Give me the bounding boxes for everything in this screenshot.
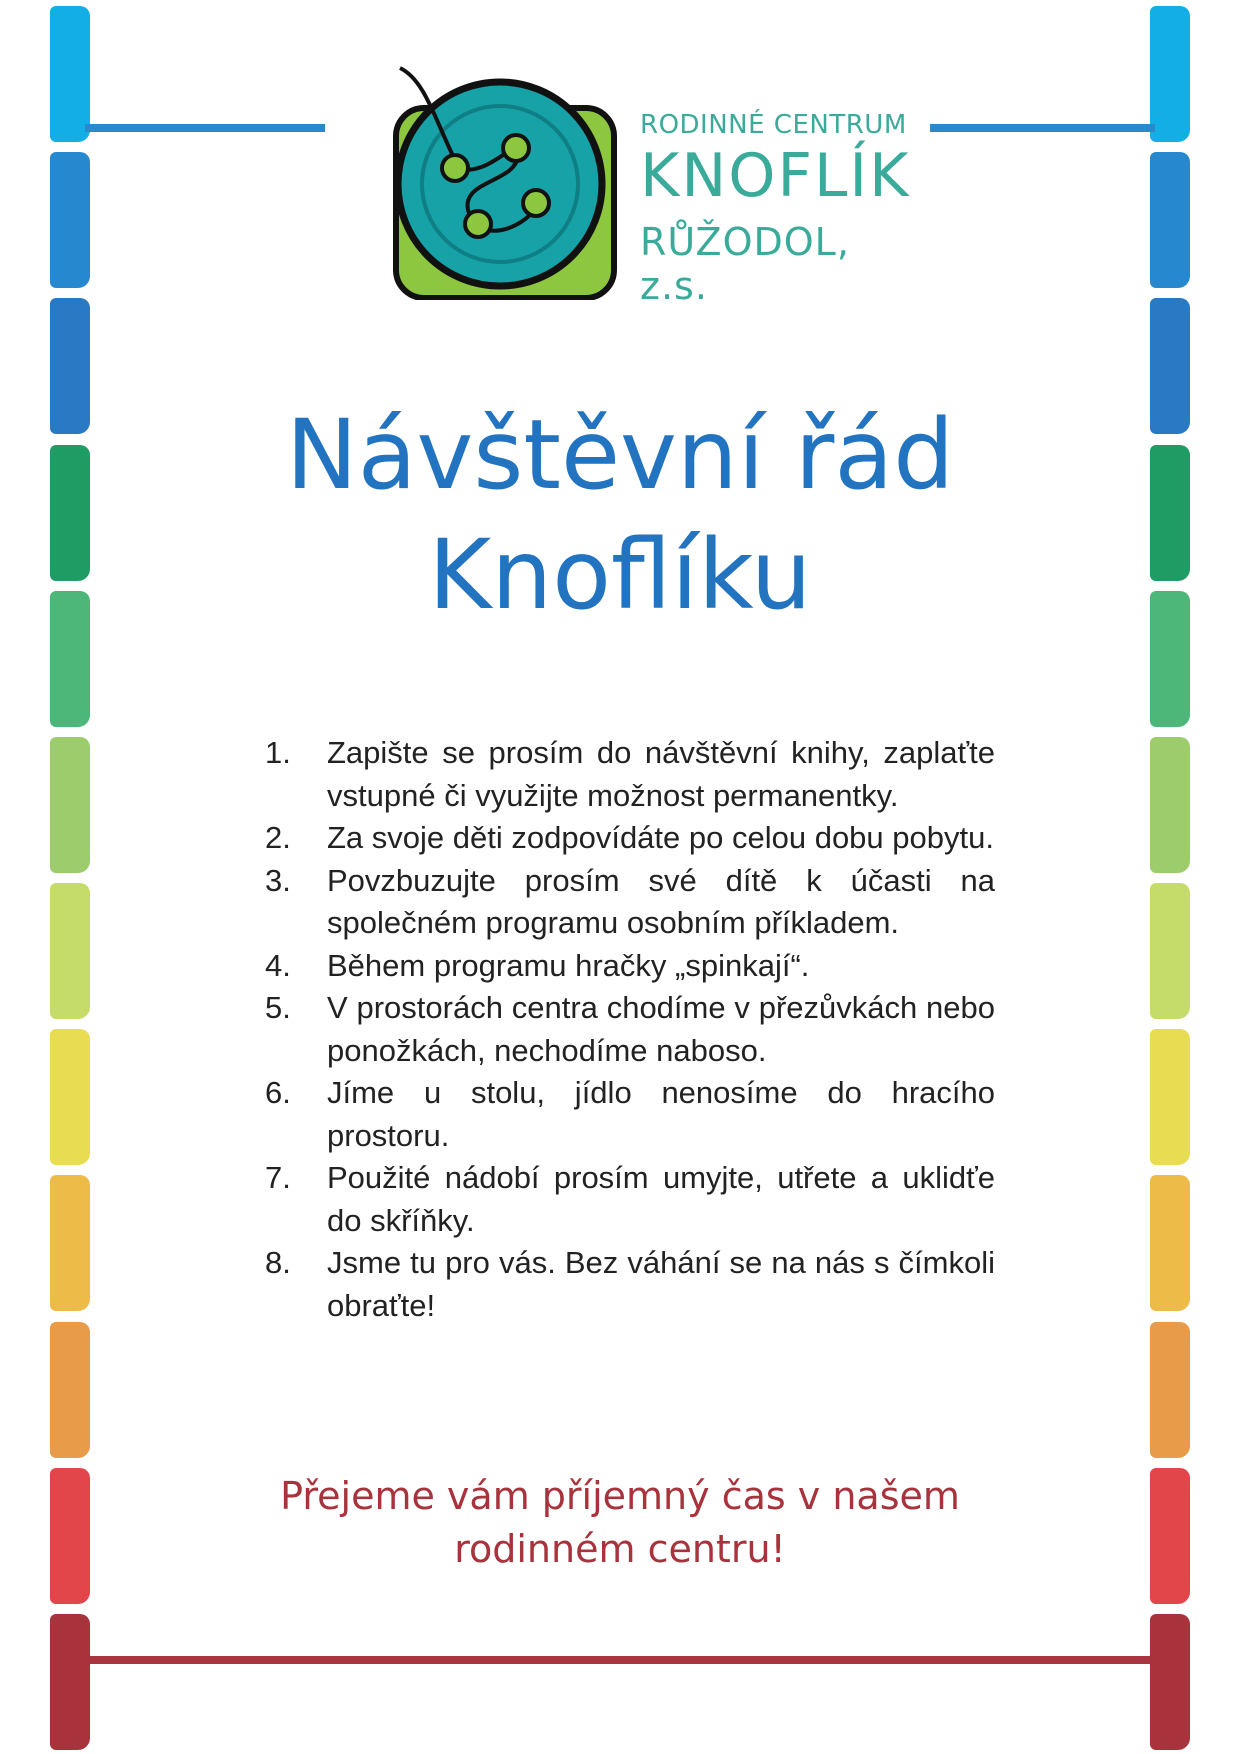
rule-item bbox=[265, 1072, 995, 1157]
border-stripe bbox=[1150, 445, 1190, 581]
rule-item bbox=[265, 1157, 995, 1242]
rule-text: Použité nádobí prosím umyjte, utřete a uklidťe do skříňky. bbox=[327, 1160, 995, 1238]
title-line-1: Návštěvní řád bbox=[285, 399, 955, 511]
closing-message bbox=[200, 1470, 1040, 1576]
border-stripe bbox=[50, 6, 90, 142]
border-stripe bbox=[50, 737, 90, 873]
border-stripe bbox=[50, 883, 90, 1019]
border-stripe bbox=[1150, 6, 1190, 142]
bottom-line bbox=[90, 1656, 1150, 1664]
rule-item bbox=[265, 817, 995, 860]
border-stripe bbox=[1150, 298, 1190, 434]
rule-item bbox=[265, 987, 995, 1072]
rule-number: 5. bbox=[265, 990, 291, 1025]
logo-line-3: RŮŽODOL, z.s. bbox=[640, 220, 850, 308]
rule-number: 3. bbox=[265, 862, 291, 898]
closing-line-2: rodinném centru! bbox=[454, 1527, 786, 1571]
rule-text: Zapište se prosím do návštěvní knihy, zaplaťte vstupné či využijte možnost permanentky. bbox=[327, 735, 995, 813]
right-color-border bbox=[1150, 0, 1190, 1754]
top-right-line bbox=[930, 124, 1155, 132]
rule-text: Jíme u stolu, jídlo nenosíme do hracího prostoru. bbox=[327, 1075, 995, 1153]
rule-item bbox=[265, 945, 995, 988]
rule-text: Jsme tu pro vás. Bez váhání se na nás s čímkoli obraťte! bbox=[327, 1245, 995, 1323]
border-stripe bbox=[1150, 152, 1190, 288]
rules-list bbox=[265, 732, 995, 1327]
border-stripe bbox=[1150, 1468, 1190, 1604]
border-stripe bbox=[1150, 883, 1190, 1019]
button-logo-icon bbox=[390, 60, 630, 300]
left-color-border bbox=[50, 0, 90, 1754]
rule-item bbox=[265, 1242, 995, 1327]
border-stripe bbox=[50, 1614, 90, 1750]
border-stripe bbox=[50, 298, 90, 434]
border-stripe bbox=[1150, 1614, 1190, 1750]
top-left-line bbox=[85, 124, 325, 132]
rule-number: 6. bbox=[265, 1075, 291, 1110]
rule-text: V prostorách centra chodíme v přezůvkách nebo ponožkách, nechodíme naboso. bbox=[327, 990, 995, 1068]
rule-item bbox=[265, 732, 995, 817]
rule-text: Povzbuzujte prosím své dítě k účasti na společném programu osobním příkladem. bbox=[327, 862, 995, 940]
page-title bbox=[150, 395, 1090, 635]
border-stripe bbox=[50, 1029, 90, 1165]
border-stripe bbox=[1150, 1029, 1190, 1165]
logo bbox=[390, 60, 911, 308]
rule-number: 8. bbox=[265, 1245, 291, 1280]
border-stripe bbox=[1150, 1322, 1190, 1458]
border-stripe bbox=[50, 1322, 90, 1458]
rule-number: 1. bbox=[265, 735, 291, 770]
rule-number: 4. bbox=[265, 947, 291, 983]
border-stripe bbox=[1150, 1175, 1190, 1311]
border-stripe bbox=[50, 152, 90, 288]
rule-text: Během programu hračky „spinkají“. bbox=[327, 947, 810, 983]
closing-line-1: Přejeme vám příjemný čas v našem bbox=[280, 1474, 960, 1518]
border-stripe bbox=[50, 1468, 90, 1604]
border-stripe bbox=[50, 1175, 90, 1311]
border-stripe bbox=[50, 445, 90, 581]
rule-text: Za svoje děti zodpovídáte po celou dobu pobytu. bbox=[327, 820, 994, 855]
border-stripe bbox=[1150, 591, 1190, 727]
border-stripe bbox=[50, 591, 90, 727]
title-line-2: Knoflíku bbox=[428, 519, 812, 631]
rule-number: 2. bbox=[265, 820, 291, 855]
rule-item bbox=[265, 860, 995, 945]
rule-number: 7. bbox=[265, 1160, 291, 1195]
border-stripe bbox=[1150, 737, 1190, 873]
logo-line-1: RODINNÉ CENTRUM bbox=[640, 110, 907, 140]
logo-line-2: KNOFLÍK bbox=[640, 141, 911, 211]
